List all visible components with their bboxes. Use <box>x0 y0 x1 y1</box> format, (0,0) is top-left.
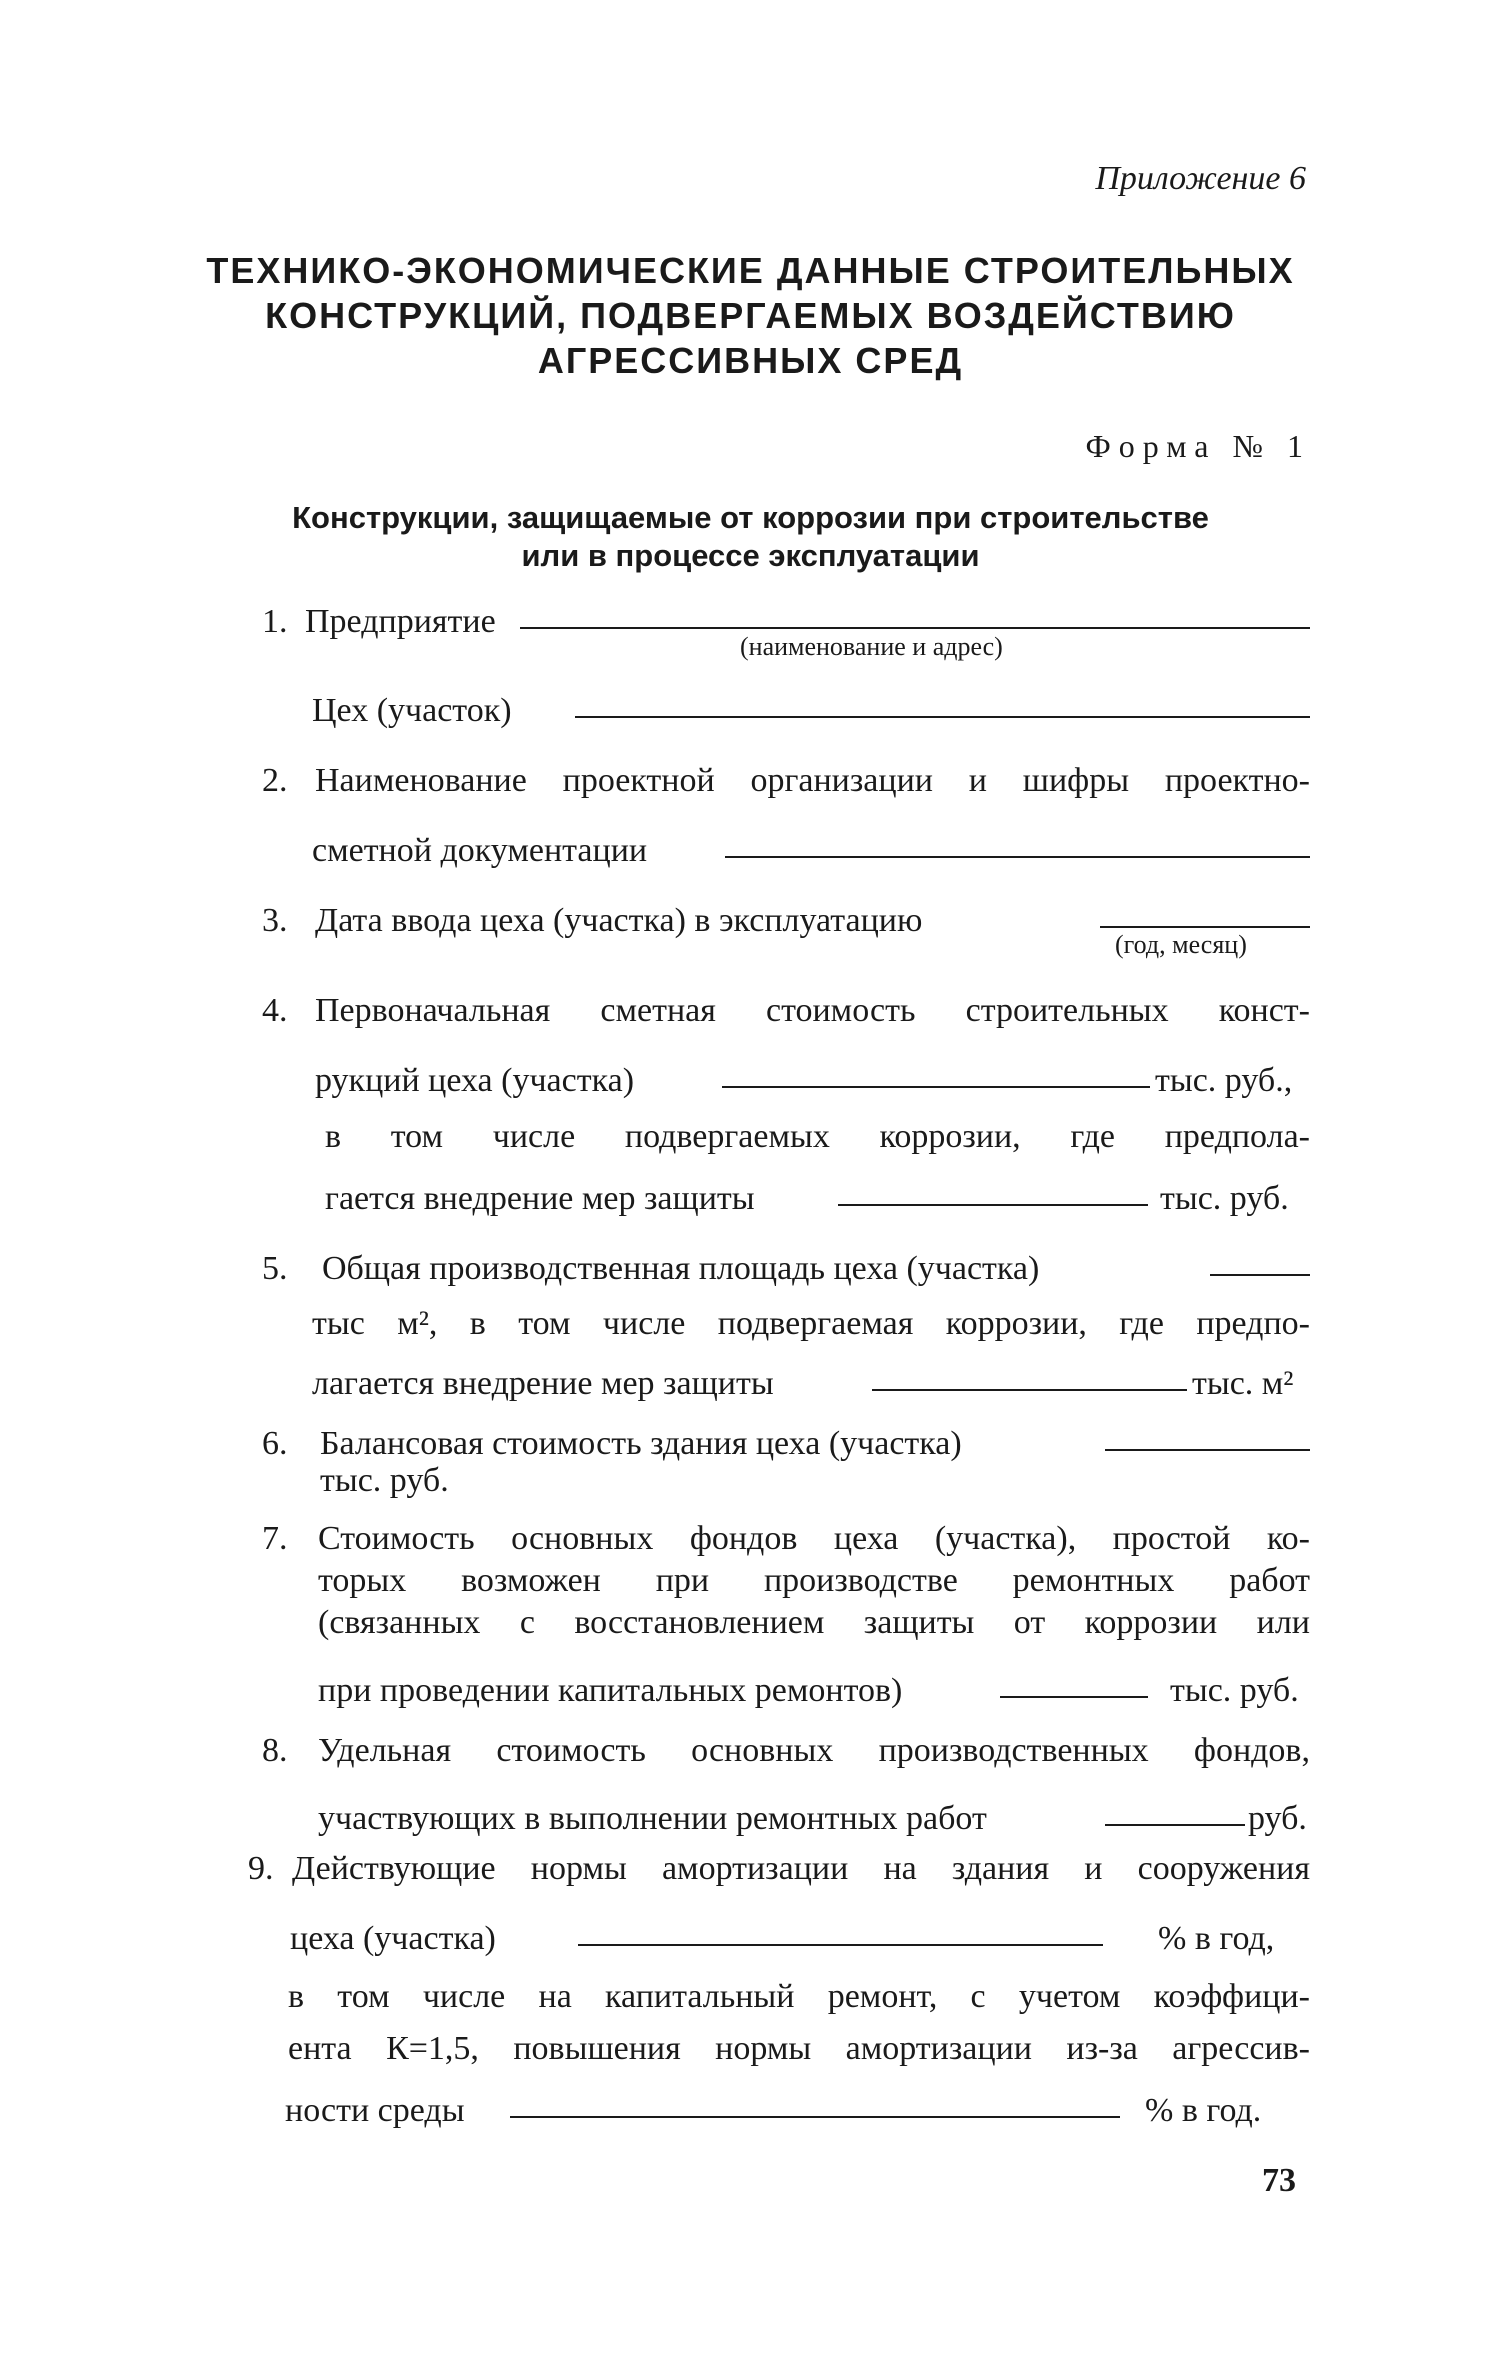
item-3-caption: (год, месяц) <box>1115 930 1247 959</box>
item-9-line-3: в том числе на капитальный ремонт, с учетом коэффици- <box>288 1978 1310 2015</box>
item-4-fill-line-1 <box>722 1086 1150 1088</box>
item-7-line-1: Стоимость основных фондов цеха (участка), простой ко- <box>318 1520 1310 1557</box>
item-1-fill-line <box>520 627 1310 629</box>
item-1-label: Предприятие <box>305 603 496 640</box>
item-9-line-5: ности среды <box>285 2092 465 2129</box>
item-7-line-3: (связанных с восстановлением защиты от коррозии или <box>318 1604 1310 1641</box>
item-4-line-1: Первоначальная сметная стоимость строительных конст- <box>315 992 1310 1029</box>
item-4-unit-1: тыс. руб., <box>1155 1062 1293 1099</box>
item-6-fill-line <box>1105 1449 1310 1451</box>
item-8-line-1: Удельная стоимость основных производственных фондов, <box>318 1732 1310 1769</box>
page-number: 73 <box>1262 2162 1296 2199</box>
form-label: Форма № 1 <box>1085 428 1311 464</box>
item-9-unit-2: % в год. <box>1145 2092 1262 2129</box>
item-1-caption: (наименование и адрес) <box>740 632 1003 661</box>
item-2-number: 2. <box>262 762 288 799</box>
item-8-number: 8. <box>262 1732 288 1769</box>
item-4-unit-2: тыс. руб. <box>1160 1180 1289 1217</box>
item-6-number: 6. <box>262 1425 288 1462</box>
item-5-line-2: тыс м², в том числе подвергаемая коррозии, где предпо- <box>312 1305 1310 1342</box>
item-4-fill-line-2 <box>838 1204 1148 1206</box>
item-5-line-3: лагается внедрение мер защиты <box>312 1365 774 1402</box>
item-2-line-2: сметной документации <box>312 832 648 869</box>
title-line-2: КОНСТРУКЦИЙ, ПОДВЕРГАЕМЫХ ВОЗДЕЙСТВИЮ <box>265 295 1236 336</box>
item-3-label: Дата ввода цеха (участка) в эксплуатацию <box>315 902 923 939</box>
item-4-line-4: гается внедрение мер защиты <box>325 1180 755 1217</box>
item-2-line-1: Наименование проектной организации и шифры проектно- <box>315 762 1310 799</box>
item-7-fill-line <box>1000 1696 1148 1698</box>
item-2-fill-line <box>725 856 1310 858</box>
item-9-line-1: Действующие нормы амортизации на здания и сооружения <box>292 1850 1310 1887</box>
item-5-fill-line-1 <box>1210 1274 1310 1276</box>
item-7-number: 7. <box>262 1520 288 1557</box>
item-4-line-2: рукций цеха (участка) <box>315 1062 635 1099</box>
item-4-number: 4. <box>262 992 288 1029</box>
title-line-3: АГРЕССИВНЫХ СРЕД <box>537 340 964 381</box>
item-4-line-3: в том числе подвергаемых коррозии, где предпола- <box>325 1118 1310 1155</box>
item-3-fill-line <box>1100 926 1310 928</box>
item-8-fill-line <box>1105 1824 1245 1826</box>
item-6-line-2: тыс. руб. <box>320 1462 449 1499</box>
item-1-number: 1. <box>262 603 288 640</box>
item-8-line-2: участвующих в выполнении ремонтных работ <box>318 1800 987 1837</box>
subtitle-line-2: или в процессе эксплуатации <box>521 538 980 573</box>
item-5-number: 5. <box>262 1250 288 1287</box>
item-1b-label: Цех (участок) <box>312 692 512 729</box>
item-7-line-4: при проведении капитальных ремонтов) <box>318 1672 903 1709</box>
item-5-unit: тыс. м² <box>1192 1365 1294 1402</box>
appendix-label: Приложение 6 <box>1095 160 1306 197</box>
item-9-unit-1: % в год, <box>1158 1920 1275 1957</box>
item-9-number: 9. <box>248 1850 274 1887</box>
item-5-fill-line-2 <box>872 1389 1187 1391</box>
item-1b-fill-line <box>575 716 1310 718</box>
subtitle-line-1: Конструкции, защищаемые от коррозии при строительстве <box>292 500 1209 535</box>
item-9-fill-line-2 <box>510 2116 1120 2118</box>
item-5-line-1: Общая производственная площадь цеха (участка) <box>322 1250 1040 1287</box>
item-9-fill-line-1 <box>578 1944 1103 1946</box>
item-3-number: 3. <box>262 902 288 939</box>
item-7-unit: тыс. руб. <box>1170 1672 1299 1709</box>
item-8-unit: руб. <box>1248 1800 1307 1837</box>
item-7-line-2: торых возможен при производстве ремонтных работ <box>318 1562 1310 1599</box>
title-line-1: ТЕХНИКО-ЭКОНОМИЧЕСКИЕ ДАННЫЕ СТРОИТЕЛЬНЫХ <box>206 250 1295 291</box>
item-9-line-4: ента К=1,5, повышения нормы амортизации из-за агрессив- <box>288 2030 1310 2067</box>
item-6-line-1: Балансовая стоимость здания цеха (участка) <box>320 1425 962 1462</box>
item-9-line-2: цеха (участка) <box>290 1920 496 1957</box>
